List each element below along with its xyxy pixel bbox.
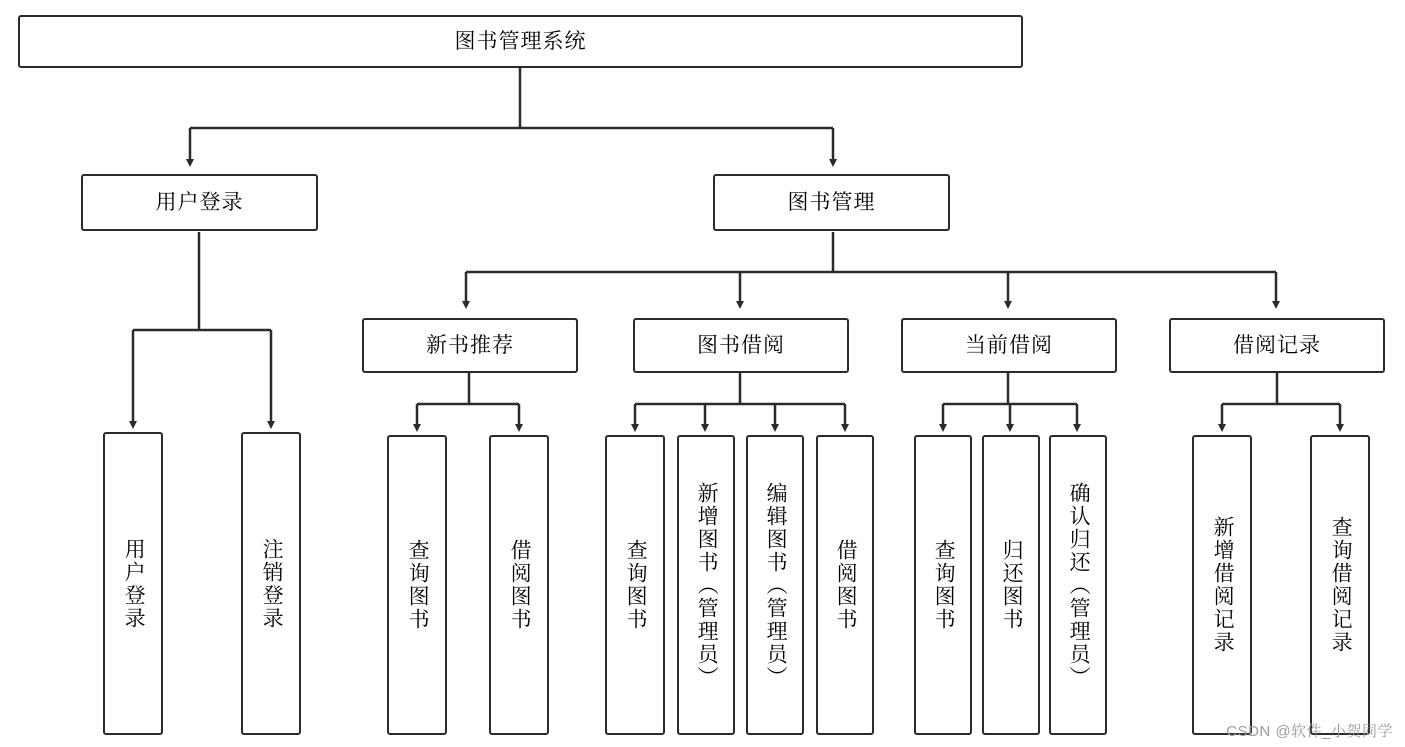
node-book-borrow-label: 图书借阅	[697, 333, 785, 357]
node-borrow-child-add-book[interactable]	[677, 435, 735, 735]
node-book-management-label: 图书管理	[787, 190, 876, 214]
node-current-borrow-label: 当前借阅	[965, 333, 1053, 357]
node-current-child-confirm-return[interactable]	[1049, 435, 1107, 735]
node-root[interactable]	[18, 15, 1023, 68]
node-root-label: 图书管理系统	[454, 29, 587, 53]
node-new-book-recommend-label: 新书推荐	[426, 333, 514, 357]
watermark-text: CSDN @软件_小贺同学	[1226, 723, 1393, 740]
node-borrow-child-add-book-label: 新增图书（管理员）	[695, 481, 719, 689]
node-record-child-query-record-label: 查询借阅记录	[1329, 516, 1353, 654]
node-user-login-label: 用户登录	[155, 190, 244, 214]
node-borrow-child-query-book[interactable]	[605, 435, 665, 735]
node-record-child-add-record[interactable]	[1192, 435, 1252, 735]
node-record-child-add-record-label: 新增借阅记录	[1211, 516, 1235, 654]
node-borrow-record[interactable]	[1169, 318, 1385, 373]
node-record-child-query-record[interactable]	[1310, 435, 1370, 735]
node-current-child-query-book[interactable]	[914, 435, 972, 735]
node-borrow-child-edit-book-label: 编辑图书（管理员）	[764, 481, 788, 689]
node-login-child-user-login[interactable]	[103, 432, 163, 735]
node-borrow-child-borrow-book[interactable]	[816, 435, 874, 735]
node-current-child-confirm-return-label: 确认归还（管理员）	[1067, 481, 1091, 689]
node-login-child-logout[interactable]	[241, 432, 301, 735]
node-login-child-user-login-label: 用户登录	[122, 537, 146, 630]
node-current-borrow[interactable]	[901, 318, 1117, 373]
node-book-borrow[interactable]	[633, 318, 849, 373]
node-borrow-child-borrow-book-label: 借阅图书	[834, 539, 858, 631]
node-new-book-recommend[interactable]	[362, 318, 578, 373]
node-current-child-query-book-label: 查询图书	[932, 539, 956, 631]
node-book-management[interactable]	[713, 174, 950, 231]
node-recommend-child-query-book[interactable]	[387, 435, 447, 735]
node-user-login[interactable]	[81, 174, 318, 231]
node-recommend-child-borrow-book-label: 借阅图书	[508, 539, 532, 631]
node-borrow-child-edit-book[interactable]	[746, 435, 804, 735]
node-borrow-record-label: 借阅记录	[1233, 333, 1321, 357]
node-recommend-child-borrow-book[interactable]	[489, 435, 549, 735]
node-recommend-child-query-book-label: 查询图书	[406, 539, 430, 631]
node-borrow-child-query-book-label: 查询图书	[624, 539, 648, 631]
node-login-child-logout-label: 注销登录	[260, 537, 284, 630]
node-current-child-return-book-label: 归还图书	[1000, 539, 1024, 631]
node-current-child-return-book[interactable]	[982, 435, 1040, 735]
